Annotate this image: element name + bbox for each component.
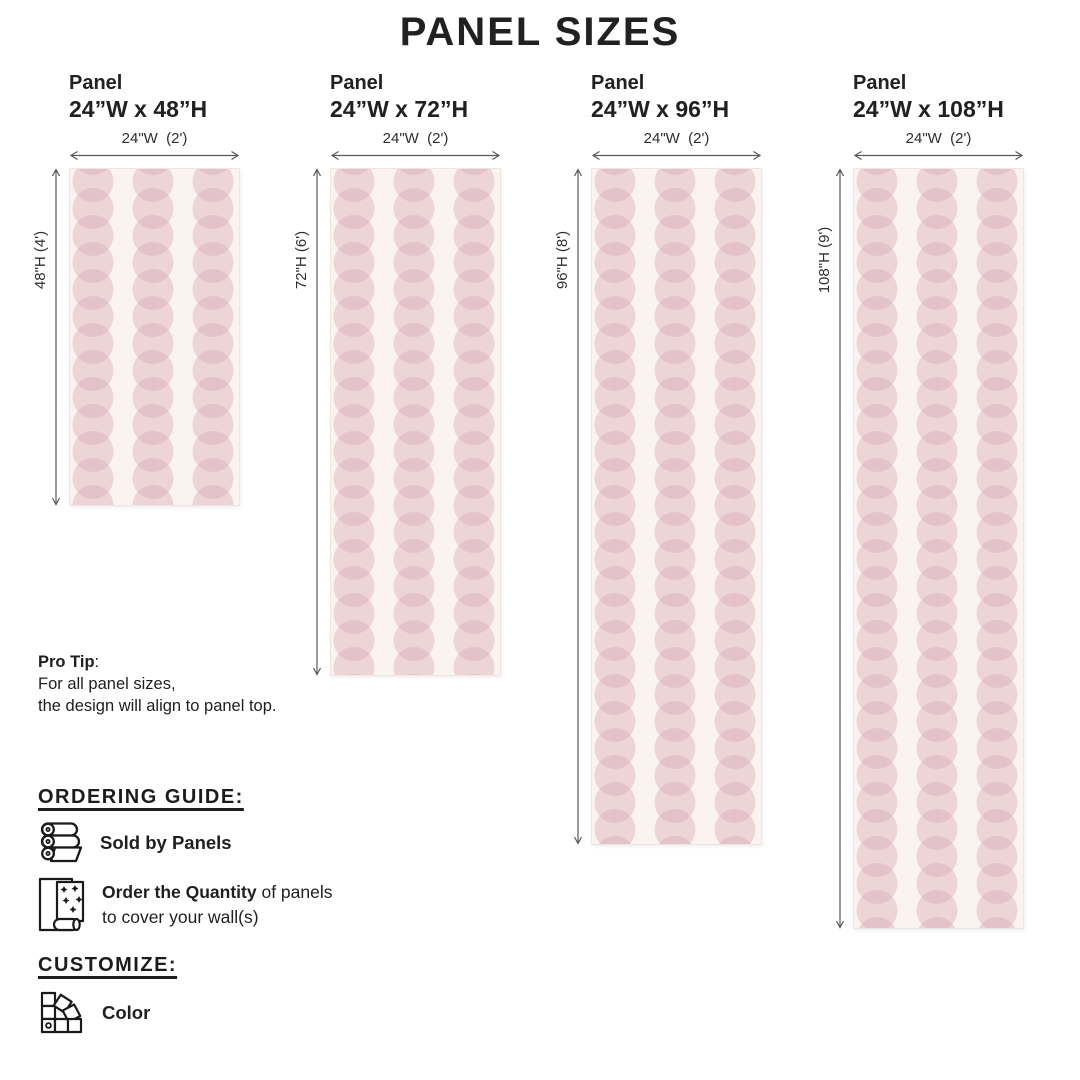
- height-dimension-label: 108"H (9'): [816, 226, 833, 294]
- customize-item-color: [38, 990, 150, 1036]
- width-arrow: [69, 150, 240, 161]
- height-dimension-label: 72"H (6'): [293, 230, 310, 290]
- ordering-guide-heading: ORDERING GUIDE:: [38, 786, 244, 808]
- panel-label: Panel: [591, 72, 645, 94]
- width-dimension-label: 24"W (2'): [643, 130, 710, 147]
- color-swatch-fan-icon: [38, 990, 86, 1036]
- pro-tip-line1: For all panel sizes,: [38, 675, 176, 693]
- height-dimension-label: 48"H (4'): [32, 230, 49, 290]
- panel-column-108: [791, 64, 1024, 929]
- width-dimension-label: 24"W (2'): [121, 130, 188, 147]
- panel-size-label: 24”W x 72”H: [330, 96, 469, 122]
- panel-size-label: 24”W x 48”H: [69, 96, 208, 122]
- height-arrow: [312, 168, 322, 681]
- customize-heading: CUSTOMIZE:: [38, 954, 178, 976]
- wallpaper-panel-swatch: [330, 168, 501, 676]
- wallpaper-rolls-icon: [38, 822, 84, 864]
- height-dimension-label: 96"H (8'): [554, 230, 571, 290]
- wallpaper-quantity-icon: [38, 876, 86, 934]
- guide-item-order-quantity: [38, 876, 333, 934]
- wallpaper-panel-swatch: [591, 168, 762, 845]
- pro-tip-line2: the design will align to panel top.: [38, 697, 277, 715]
- panel-size-label: 24”W x 108”H: [853, 96, 1004, 122]
- panel-label: Panel: [330, 72, 384, 94]
- customize-item-label: Color: [102, 1002, 151, 1023]
- guide-item-sold-by-panels: [38, 822, 232, 864]
- width-arrow: [853, 150, 1024, 161]
- panel-column-96: [529, 64, 762, 845]
- wallpaper-panel-swatch: [853, 168, 1024, 929]
- wallpaper-panel-swatch: [69, 168, 240, 506]
- page-title: PANEL SIZES: [399, 10, 681, 54]
- panel-size-label: 24”W x 96”H: [591, 96, 730, 122]
- width-dimension-label: 24"W (2'): [905, 130, 972, 147]
- height-arrow: [51, 168, 61, 511]
- width-arrow: [591, 150, 762, 161]
- guide-item-label: Sold by Panels: [100, 832, 232, 853]
- panel-label: Panel: [69, 72, 123, 94]
- guide-item-label: Order the Quantity of panels to cover your wall(s): [102, 882, 333, 927]
- pro-tip: [38, 651, 277, 717]
- width-dimension-label: 24"W (2'): [382, 130, 449, 147]
- panel-column-72: [268, 64, 501, 676]
- height-arrow: [835, 168, 845, 934]
- width-arrow: [330, 150, 501, 161]
- height-arrow: [573, 168, 583, 850]
- panel-label: Panel: [853, 72, 907, 94]
- pro-tip-title: Pro Tip:: [38, 653, 100, 671]
- panel-column-48: [7, 64, 240, 506]
